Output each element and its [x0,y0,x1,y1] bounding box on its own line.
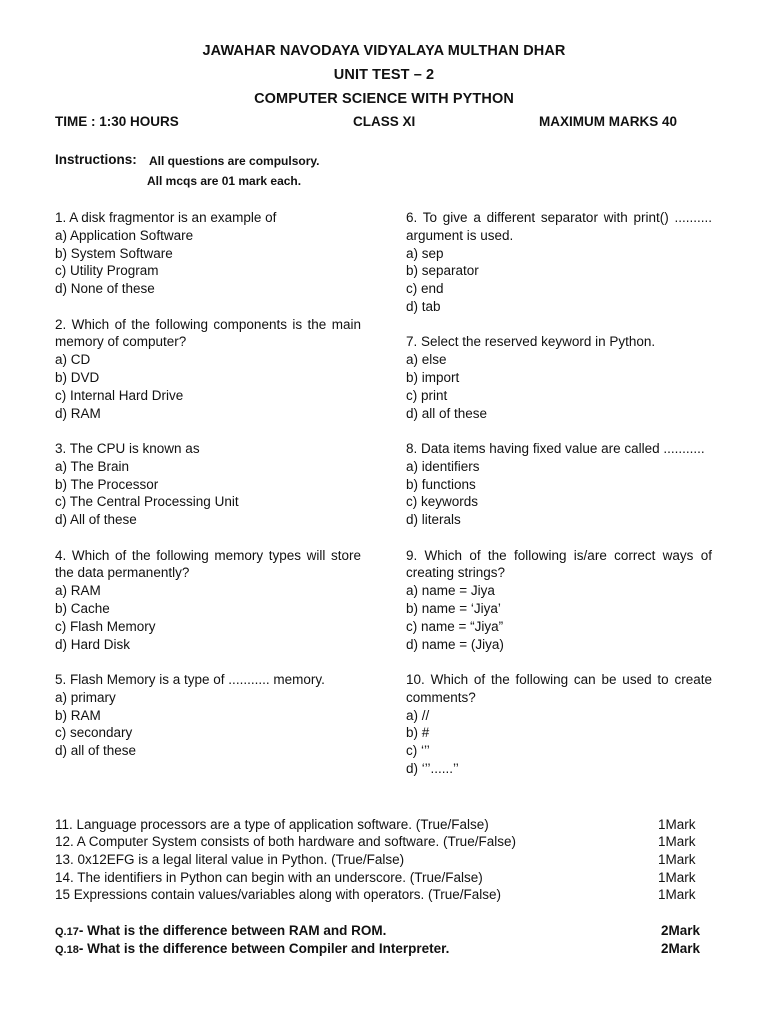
option: a) sep [406,245,444,261]
marks-label: 2Mark [661,923,701,938]
question-text: 15 Expressions contain values/variables along with operators. (True/False) [55,887,501,902]
question-stem: 8. Data items having fixed value are called ........... [406,440,705,456]
option: a) CD [55,352,91,368]
option: c) end [406,281,444,297]
option: a) else [406,352,447,368]
max-marks-label: MAXIMUM MARKS 40 [539,114,678,129]
test-title: UNIT TEST – 2 [333,67,435,83]
marks-label: 1Mark [658,852,696,867]
marks-label: 1Mark [658,870,696,885]
question-number: Q.18 [55,944,79,956]
question-text: 13. 0x12EFG is a legal literal value in Python. (True/False) [55,852,405,867]
question-stem: 6. To give a different separator with print() .......... argument is used. [406,210,712,243]
option: c) The Central Processing Unit [55,494,239,510]
marks-label: 1Mark [658,834,696,849]
option: b) import [406,369,460,385]
short-question [55,940,715,958]
option: b) DVD [55,369,100,385]
question-number: Q.17 [55,926,79,938]
option: c) Utility Program [55,263,159,279]
question-text: 11. Language processors are a type of application software. (True/False) [55,817,489,832]
time-label: TIME : 1:30 HOURS [55,114,179,129]
marks-label: 1Mark [658,817,696,832]
true-false-question [55,869,715,887]
question-text: - What is the difference between RAM and ROM. [78,923,387,938]
class-label: CLASS XI [353,114,416,129]
true-false-question [55,886,715,904]
option: a) primary [55,689,116,705]
question-stem: 10. Which of the following can be used to create comments? [406,671,712,705]
option: b) separator [406,263,479,279]
instruction-line: All questions are compulsory. [149,154,320,168]
option: d) all of these [406,405,488,421]
question-text: 12. A Computer System consists of both hardware and software. (True/False) [55,834,516,849]
question-text: - What is the difference between Compiler and Interpreter. [78,941,450,956]
option: d) ‘’’......’’ [406,760,459,776]
question-9 [406,547,712,654]
school-name: JAWAHAR NAVODAYA VIDYALAYA MULTHAN DHAR [202,43,566,59]
question-stem: 5. Flash Memory is a type of ........... memory. [55,671,325,687]
option: a) The Brain [55,458,130,474]
option: d) RAM [55,405,101,421]
option: b) System Software [55,245,173,261]
option: d) tab [406,298,441,314]
question-5 [55,671,361,760]
option: b) Cache [55,600,110,616]
question-stem: 2. Which of the following components is the main memory of computer? [55,316,361,350]
true-false-question [55,816,715,834]
marks-label: 2Mark [661,941,701,956]
question-10 [406,671,712,778]
question-stem: 4. Which of the following memory types will store the data permanently? [55,547,361,581]
mcq-column-right [406,209,712,795]
option: c) keywords [406,494,479,510]
option: b) RAM [55,707,101,723]
option: d) None of these [55,281,155,297]
option: d) all of these [55,743,137,759]
option: c) Internal Hard Drive [55,387,184,403]
question-stem: 1. A disk fragmentor is an example of [55,210,277,225]
option: b) functions [406,476,476,492]
question-6 [406,209,712,316]
question-8 [406,440,712,529]
option: a) RAM [55,583,101,599]
option: c) name = “Jiya” [406,618,504,634]
question-stem: 3. The CPU is known as [55,440,200,456]
question-1 [55,209,361,298]
option: c) Flash Memory [55,618,156,634]
instruction-line: All mcqs are 01 mark each. [147,174,302,188]
question-3 [55,440,361,529]
mcq-column-left [55,209,361,777]
option: b) name = ‘Jiya’ [406,600,501,616]
question-7 [406,333,712,422]
option: c) ‘’’ [406,743,430,759]
instructions-label: Instructions: [55,152,137,167]
option: c) print [406,387,448,403]
option: b) # [406,725,430,741]
short-question [55,922,715,940]
option: a) // [406,707,430,723]
marks-label: 1Mark [658,887,696,902]
option: b) The Processor [55,476,159,492]
option: a) Application Software [55,227,194,243]
true-false-question [55,851,715,869]
question-stem: 9. Which of the following is/are correct ways of creating strings? [406,547,712,581]
question-text: 14. The identifiers in Python can begin with an underscore. (True/False) [55,870,483,885]
option: c) secondary [55,725,133,741]
subject-title: COMPUTER SCIENCE WITH PYTHON [254,91,514,107]
option: d) All of these [55,512,137,528]
question-2 [55,316,361,423]
true-false-question [55,833,715,851]
question-stem: 7. Select the reserved keyword in Python. [406,334,656,350]
option: d) Hard Disk [55,636,131,652]
option: d) name = (Jiya) [406,636,504,652]
option: d) literals [406,512,461,528]
option: a) name = Jiya [406,583,495,599]
question-4 [55,547,361,654]
option: a) identifiers [406,458,480,474]
